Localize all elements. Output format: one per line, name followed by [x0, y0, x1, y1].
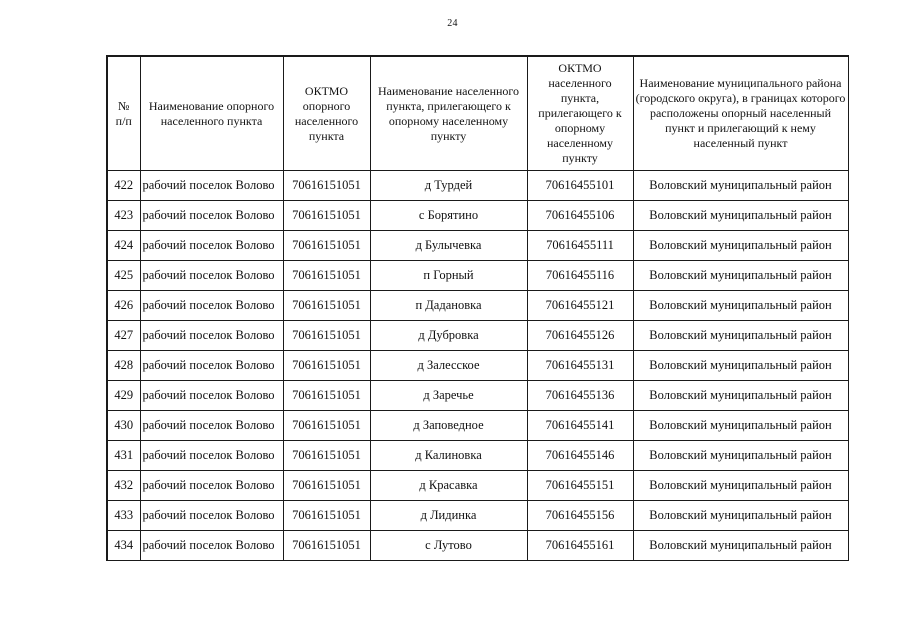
cell-oktmo: 70616151051 [283, 531, 370, 561]
table-row [107, 351, 848, 381]
cell-district: Воловский муниципальный район [633, 171, 848, 201]
cell-oktmo: 70616151051 [283, 351, 370, 381]
cell-district: Воловский муниципальный район [633, 231, 848, 261]
cell-num: 431 [107, 441, 140, 471]
cell-district: Воловский муниципальный район [633, 291, 848, 321]
cell-num: 422 [107, 171, 140, 201]
cell-district: Воловский муниципальный район [633, 441, 848, 471]
table-row [107, 231, 848, 261]
cell-adjacent: д Залесское [370, 351, 527, 381]
cell-num: 426 [107, 291, 140, 321]
header-num [107, 56, 140, 171]
cell-adjacent-oktmo: 70616455146 [527, 441, 633, 471]
cell-adjacent: п Дадановка [370, 291, 527, 321]
table-row [107, 441, 848, 471]
cell-adjacent: п Горный [370, 261, 527, 291]
table-row [107, 501, 848, 531]
cell-settlement: рабочий поселок Волово [140, 171, 283, 201]
cell-district: Воловский муниципальный район [633, 411, 848, 441]
cell-settlement: рабочий поселок Волово [140, 261, 283, 291]
cell-adjacent-oktmo: 70616455156 [527, 501, 633, 531]
cell-district: Воловский муниципальный район [633, 501, 848, 531]
header-num-label: № п/п [115, 98, 132, 128]
settlements-table [106, 55, 849, 561]
cell-oktmo: 70616151051 [283, 441, 370, 471]
cell-num: 434 [107, 531, 140, 561]
table-row [107, 261, 848, 291]
cell-oktmo: 70616151051 [283, 261, 370, 291]
cell-adjacent: д Турдей [370, 171, 527, 201]
cell-district: Воловский муниципальный район [633, 381, 848, 411]
cell-district: Воловский муниципальный район [633, 201, 848, 231]
header-adjacent: Наименование населенного пункта, прилегающего к опорному населенному пункту [370, 56, 527, 171]
table-row [107, 291, 848, 321]
cell-adjacent-oktmo: 70616455101 [527, 171, 633, 201]
cell-adjacent-oktmo: 70616455121 [527, 291, 633, 321]
cell-adjacent: д Лидинка [370, 501, 527, 531]
cell-adjacent: д Дубровка [370, 321, 527, 351]
cell-adjacent-oktmo: 70616455141 [527, 411, 633, 441]
cell-district: Воловский муниципальный район [633, 321, 848, 351]
header-settlement: Наименование опорного населенного пункта [140, 56, 283, 171]
header-district: Наименование муниципального района (городского округа), в границах которого расположены опорный населенный пункт и прилегающий к нему населенный пункт [633, 56, 848, 171]
cell-settlement: рабочий поселок Волово [140, 411, 283, 441]
cell-district: Воловский муниципальный район [633, 531, 848, 561]
cell-num: 433 [107, 501, 140, 531]
cell-adjacent: с Борятино [370, 201, 527, 231]
table-row [107, 321, 848, 351]
cell-oktmo: 70616151051 [283, 201, 370, 231]
cell-oktmo: 70616151051 [283, 321, 370, 351]
cell-oktmo: 70616151051 [283, 291, 370, 321]
cell-settlement: рабочий поселок Волово [140, 501, 283, 531]
cell-adjacent: д Заречье [370, 381, 527, 411]
cell-district: Воловский муниципальный район [633, 471, 848, 501]
table-header-row [107, 56, 848, 171]
table-row [107, 411, 848, 441]
table-body [107, 171, 848, 561]
cell-oktmo: 70616151051 [283, 501, 370, 531]
cell-num: 423 [107, 201, 140, 231]
cell-settlement: рабочий поселок Волово [140, 351, 283, 381]
cell-settlement: рабочий поселок Волово [140, 201, 283, 231]
cell-adjacent-oktmo: 70616455151 [527, 471, 633, 501]
cell-adjacent-oktmo: 70616455136 [527, 381, 633, 411]
table-row [107, 531, 848, 561]
cell-settlement: рабочий поселок Волово [140, 321, 283, 351]
table-row [107, 171, 848, 201]
cell-num: 427 [107, 321, 140, 351]
cell-adjacent-oktmo: 70616455106 [527, 201, 633, 231]
cell-adjacent: с Лутово [370, 531, 527, 561]
cell-num: 432 [107, 471, 140, 501]
cell-adjacent-oktmo: 70616455126 [527, 321, 633, 351]
cell-settlement: рабочий поселок Волово [140, 471, 283, 501]
cell-settlement: рабочий поселок Волово [140, 441, 283, 471]
cell-oktmo: 70616151051 [283, 411, 370, 441]
header-adjacent-oktmo: ОКТМО населенного пункта, прилегающего к опорному населенному пункту [527, 56, 633, 171]
cell-adjacent-oktmo: 70616455131 [527, 351, 633, 381]
table-row [107, 471, 848, 501]
cell-num: 428 [107, 351, 140, 381]
cell-settlement: рабочий поселок Волово [140, 231, 283, 261]
cell-oktmo: 70616151051 [283, 171, 370, 201]
cell-num: 429 [107, 381, 140, 411]
cell-settlement: рабочий поселок Волово [140, 291, 283, 321]
cell-adjacent: д Булычевка [370, 231, 527, 261]
cell-district: Воловский муниципальный район [633, 261, 848, 291]
cell-settlement: рабочий поселок Волово [140, 531, 283, 561]
cell-district: Воловский муниципальный район [633, 351, 848, 381]
cell-adjacent: д Красавка [370, 471, 527, 501]
cell-oktmo: 70616151051 [283, 231, 370, 261]
cell-adjacent: д Калиновка [370, 441, 527, 471]
cell-oktmo: 70616151051 [283, 381, 370, 411]
cell-settlement: рабочий поселок Волово [140, 381, 283, 411]
page-number: 24 [447, 18, 458, 29]
cell-num: 424 [107, 231, 140, 261]
cell-adjacent-oktmo: 70616455111 [527, 231, 633, 261]
table-row [107, 381, 848, 411]
cell-adjacent-oktmo: 70616455116 [527, 261, 633, 291]
cell-num: 430 [107, 411, 140, 441]
table-row [107, 201, 848, 231]
cell-oktmo: 70616151051 [283, 471, 370, 501]
cell-adjacent-oktmo: 70616455161 [527, 531, 633, 561]
cell-adjacent: д Заповедное [370, 411, 527, 441]
cell-num: 425 [107, 261, 140, 291]
header-oktmo: ОКТМО опорного населенного пункта [283, 56, 370, 171]
